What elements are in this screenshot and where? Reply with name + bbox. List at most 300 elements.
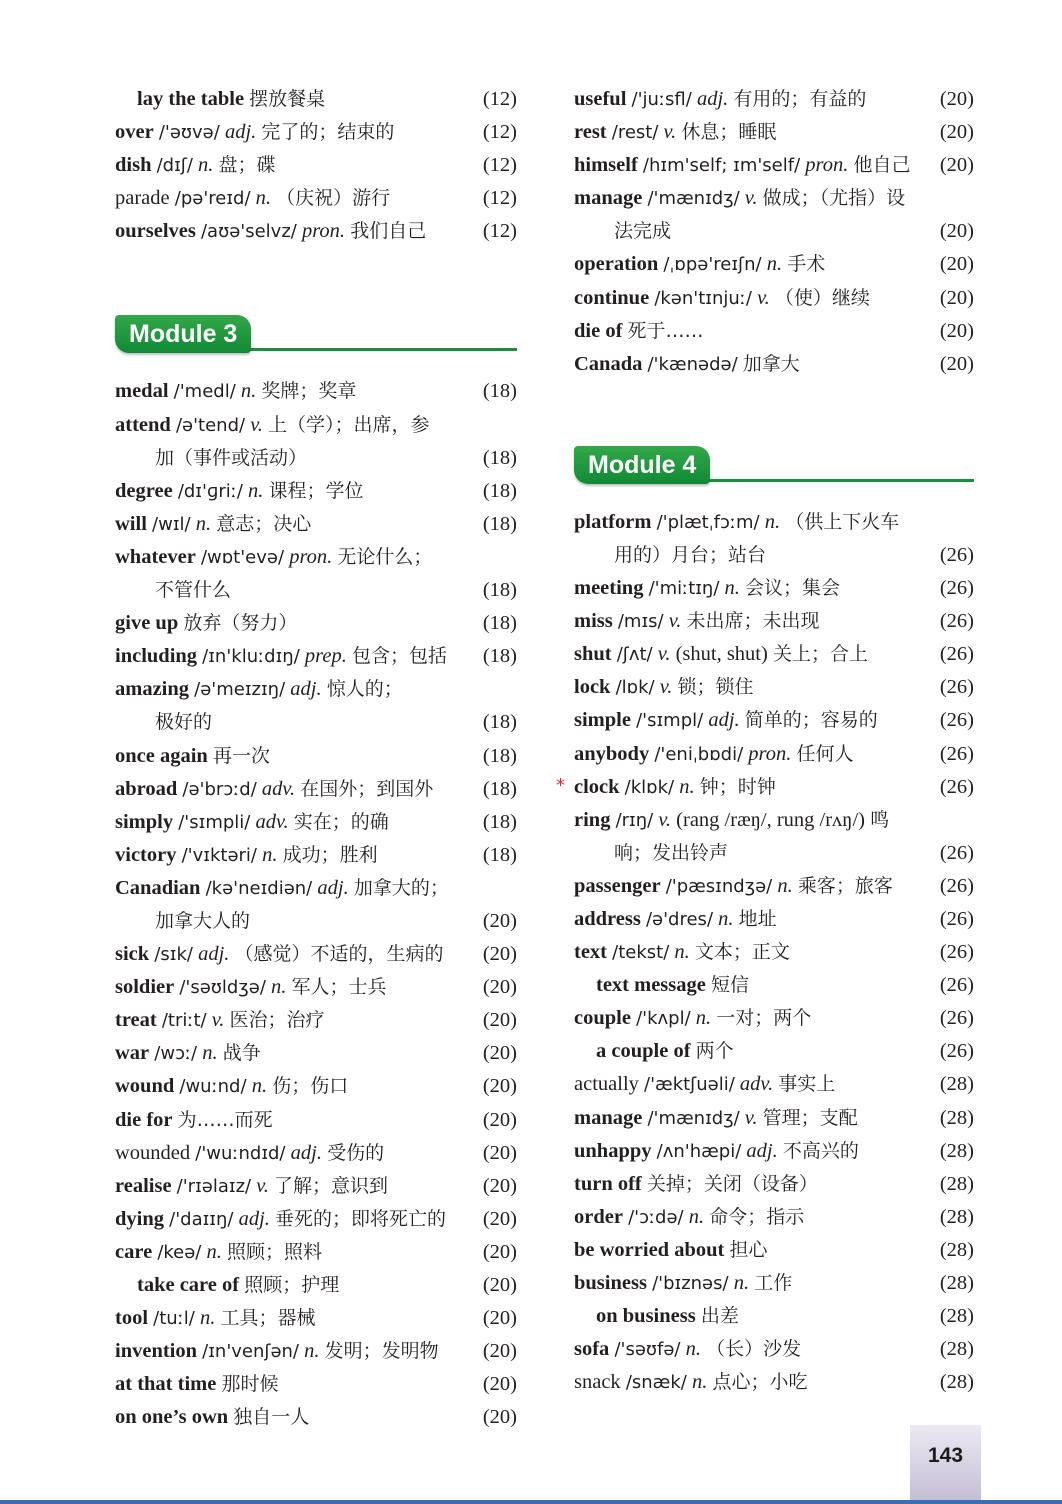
vocab-entry [115, 375, 517, 408]
entry-word: continue [574, 286, 650, 309]
vocab-entry [115, 938, 517, 971]
vocab-entry [115, 640, 517, 673]
entry-meaning: 再一次 [212, 744, 270, 767]
entry-pronunciation: /'pæsɪndʒə/ [665, 875, 773, 897]
vocab-entry [115, 1104, 517, 1137]
entry-page-ref: (18) [482, 711, 517, 734]
entry-word: Canadian [115, 876, 201, 899]
entry-pronunciation: /rɪŋ/ [615, 809, 654, 831]
entry-part-of-speech: adj. [198, 943, 230, 966]
entry-page-ref: (12) [482, 187, 517, 210]
entry-word: meeting [574, 577, 644, 600]
entry-pronunciation: /'juːsfl/ [631, 89, 692, 110]
entry-pronunciation: /'ɔːdə/ [628, 1206, 684, 1228]
entry-page-ref: (20) [482, 909, 517, 932]
entry-pronunciation: /'medl/ [173, 381, 236, 403]
vocab-entry [115, 607, 517, 640]
entry-meaning: 一对；两个 [716, 1007, 812, 1030]
vocab-entry [115, 1335, 517, 1368]
entry-page-ref: (20) [482, 1075, 517, 1098]
vocab-entry [574, 1102, 974, 1135]
entry-page-ref: (28) [939, 1073, 974, 1096]
entry-meaning: 死于…… [627, 319, 704, 342]
entry-pronunciation: /'sɪmpl/ [636, 710, 704, 732]
entry-word: degree [115, 479, 173, 502]
entry-meaning: 管理；支配 [762, 1106, 858, 1129]
entry-word: take care of [137, 1274, 240, 1296]
entry-meaning: 工具；器械 [220, 1307, 316, 1330]
entry-pronunciation: /'æktʃuəli/ [644, 1074, 735, 1096]
entry-meaning: 伤；伤口 [272, 1075, 349, 1098]
entry-meaning: 加（事件或活动） [155, 446, 308, 469]
entry-part-of-speech: n. [202, 1042, 218, 1065]
entry-pronunciation: /tekst/ [612, 942, 670, 964]
entry-pronunciation: /snæk/ [625, 1372, 687, 1394]
entry-meaning: 了解；意识到 [274, 1174, 389, 1197]
entry-part-of-speech: v. [658, 808, 672, 831]
entry-pronunciation: /aʊə'selvz/ [200, 221, 297, 243]
entry-meaning: 加拿大 [742, 352, 800, 375]
vocab-entry [115, 1070, 517, 1103]
entry-meaning: 简单的；容易的 [744, 709, 878, 732]
entry-word: snack [574, 1371, 621, 1394]
vocab-entry-continuation [115, 442, 517, 475]
entry-word: manage [574, 187, 643, 210]
entry-page-ref: (12) [482, 220, 517, 243]
entry-meaning: 照顾；护理 [244, 1274, 340, 1296]
entry-pronunciation: /ˌɒpə'reɪʃn/ [663, 254, 762, 276]
module-4-header [574, 446, 974, 494]
entry-word: manage [574, 1106, 643, 1129]
entry-forms: (rang /ræŋ/, rung /rʌŋ/) [676, 808, 865, 831]
entry-meaning: 独自一人 [233, 1406, 310, 1429]
entry-pronunciation: /'wuːndɪd/ [195, 1142, 286, 1164]
entry-part-of-speech: n. [695, 1007, 712, 1030]
entry-word: die for [115, 1108, 173, 1131]
vocab-entry [574, 1366, 974, 1399]
vocab-entry [115, 740, 517, 773]
entry-meaning: 乘客；旅客 [797, 874, 893, 897]
entry-meaning: 他自己 [853, 154, 911, 177]
entry-word: die of [574, 319, 623, 342]
entry-pronunciation: /'daɪɪŋ/ [169, 1208, 234, 1230]
entry-page-ref: (20) [939, 220, 974, 243]
entry-part-of-speech: adv. [261, 777, 296, 800]
entry-part-of-speech: n. [764, 510, 781, 533]
entry-word: war [115, 1042, 150, 1065]
entry-word: over [115, 121, 154, 144]
entry-meaning: 响；发出铃声 [614, 841, 729, 864]
entry-meaning: （感觉）不适的，生病的 [234, 943, 444, 966]
entry-meaning: 意志；决心 [216, 512, 312, 535]
entry-meaning: 出差 [700, 1305, 739, 1328]
entry-pronunciation: /'bɪznəs/ [652, 1273, 729, 1294]
entry-part-of-speech: adj. [746, 1139, 778, 1162]
vocab-entry [574, 738, 974, 771]
entry-part-of-speech: pron. [805, 154, 849, 177]
entry-part-of-speech: n. [271, 976, 287, 999]
vocab-entry [115, 839, 517, 872]
entry-meaning: 鸣 [870, 808, 890, 831]
entry-word: give up [115, 612, 179, 635]
entry-meaning: （供上下火车 [785, 510, 900, 533]
entry-page-ref: (20) [939, 286, 974, 309]
entry-page-ref: (20) [939, 121, 974, 144]
entry-pronunciation: /ʌn'hæpi/ [656, 1140, 742, 1162]
entry-meaning: 做成；（尤指）设 [762, 187, 906, 210]
vocab-entry [115, 116, 517, 149]
entry-meaning: 有用的；有益的 [733, 88, 867, 110]
entry-part-of-speech: n. [766, 253, 783, 276]
entry-word: dish [115, 154, 152, 177]
entry-page-ref: (18) [482, 446, 517, 469]
entry-part-of-speech: v. [663, 121, 677, 144]
entry-word: platform [574, 510, 652, 533]
entry-part-of-speech: adj. [224, 121, 257, 144]
entry-part-of-speech: v. [250, 413, 263, 436]
entry-page-ref: (26) [939, 775, 974, 798]
vocab-entry [574, 1135, 974, 1168]
entry-pronunciation: /ə'dres/ [645, 908, 714, 930]
vocab-entry [574, 638, 974, 671]
vocab-entry [574, 1201, 974, 1234]
entry-part-of-speech: pron. [748, 742, 792, 765]
entry-part-of-speech: v. [211, 1009, 225, 1032]
vocab-entry [115, 673, 517, 706]
entry-pronunciation: /'mænɪdʒ/ [647, 1107, 740, 1129]
entry-page-ref: (28) [939, 1172, 974, 1195]
entry-meaning: 受伤的 [327, 1141, 385, 1164]
entry-meaning: 未出席；未出现 [686, 610, 820, 633]
entry-part-of-speech: v. [657, 643, 671, 666]
entry-meaning: 地址 [738, 907, 777, 930]
vocab-entry [574, 1068, 974, 1101]
vocab-entry [574, 506, 974, 539]
entry-pronunciation: /hɪm'self; ɪm'self/ [642, 155, 801, 177]
entry-page-ref: (28) [939, 1272, 974, 1294]
entry-word: at that time [115, 1373, 217, 1396]
entry-page-ref: (26) [939, 577, 974, 600]
entry-part-of-speech: v. [744, 1106, 758, 1129]
vocab-entry [574, 282, 974, 315]
entry-meaning: 垂死的；即将死亡的 [275, 1207, 447, 1230]
entry-meaning: 无论什么； [337, 545, 433, 568]
entry-part-of-speech: adj. [290, 678, 322, 701]
entry-page-ref: (20) [482, 1141, 517, 1164]
entry-word: business [574, 1272, 647, 1294]
entry-pronunciation: /triːt/ [161, 1010, 207, 1032]
entry-meaning: 锁；锁住 [677, 676, 754, 699]
page-number: 143 [927, 1444, 964, 1467]
entry-part-of-speech: n. [718, 907, 734, 930]
entry-meaning: 那时候 [221, 1373, 279, 1396]
entry-word: ring [574, 808, 611, 831]
entry-pronunciation: /'əʊvə/ [158, 122, 220, 144]
entry-word: medal [115, 380, 169, 403]
vocab-entry [574, 870, 974, 903]
entry-pronunciation: /ə'meɪzɪŋ/ [194, 679, 286, 701]
vocab-entry [115, 182, 517, 215]
entry-page-ref: (26) [939, 974, 974, 997]
entry-part-of-speech: prep. [304, 645, 347, 668]
entry-meaning: 事实上 [778, 1073, 836, 1096]
vocab-entry [115, 1037, 517, 1070]
vocab-entry [574, 903, 974, 936]
entry-word: attend [115, 413, 171, 436]
entry-part-of-speech: n. [679, 775, 695, 798]
vocab-entry [574, 348, 974, 381]
vocab-entry [574, 315, 974, 348]
entry-pronunciation: /'plætˌfɔːm/ [656, 511, 760, 533]
entry-pronunciation: /'vɪktəri/ [181, 844, 257, 866]
entry-meaning: 钟；时钟 [699, 775, 776, 798]
vocab-entry [574, 83, 974, 116]
vocab-entry [115, 409, 517, 442]
vocab-entry-continuation [115, 706, 517, 739]
entry-word: abroad [115, 777, 178, 800]
entry-meaning: 发明；发明物 [324, 1340, 439, 1363]
entry-word: operation [574, 253, 659, 276]
entry-page-ref: (28) [939, 1238, 974, 1261]
entry-meaning: 不高兴的 [782, 1139, 859, 1162]
entry-part-of-speech: n. [777, 874, 793, 897]
entry-word: address [574, 907, 641, 930]
entry-part-of-speech: n. [199, 1307, 216, 1330]
entry-word: be worried about [574, 1238, 725, 1261]
entry-page-ref: (20) [482, 1207, 517, 1230]
vocab-entry [115, 1368, 517, 1401]
module-3-header [115, 315, 517, 363]
vocab-entry [574, 1267, 974, 1300]
entry-word: on one’s own [115, 1406, 229, 1429]
entry-part-of-speech: n. [248, 479, 264, 502]
entry-part-of-speech: adj. [317, 876, 349, 899]
vocab-entry [115, 806, 517, 839]
entry-part-of-speech: n. [724, 577, 740, 600]
vocab-entry [574, 182, 974, 215]
entry-part-of-speech: n. [733, 1272, 750, 1294]
entry-word: passenger [574, 874, 661, 897]
entry-meaning: 担心 [729, 1238, 768, 1261]
entry-meaning: 极好的 [155, 711, 213, 734]
vocab-entry [574, 1234, 974, 1267]
entry-page-ref: (18) [482, 777, 517, 800]
entry-page-ref: (20) [482, 1274, 517, 1296]
entry-meaning: 任何人 [796, 742, 854, 765]
vocab-entry [115, 541, 517, 574]
entry-word: invention [115, 1340, 198, 1363]
entry-page-ref: (12) [482, 121, 517, 144]
entry-pronunciation: /'miːtɪŋ/ [648, 578, 720, 600]
entry-pronunciation: /wɪl/ [152, 513, 191, 535]
vocab-entry [574, 149, 974, 182]
entry-page-ref: (20) [939, 253, 974, 276]
entry-word: actually [574, 1073, 639, 1096]
entry-pronunciation: /ɪn'kluːdɪŋ/ [202, 646, 300, 668]
right-top-entries [574, 83, 974, 381]
vocab-entry-continuation [115, 905, 517, 938]
entry-page-ref: (26) [939, 1040, 974, 1063]
entry-word: soldier [115, 976, 175, 999]
entry-page-ref: (18) [482, 810, 517, 833]
entry-meaning: 会议；集会 [745, 577, 841, 600]
vocab-entry [574, 1035, 974, 1068]
entry-part-of-speech: n. [691, 1371, 708, 1394]
entry-part-of-speech: adj. [290, 1141, 322, 1164]
entry-meaning: 课程；学位 [268, 479, 364, 502]
entry-meaning: 上（学）；出席，参 [268, 413, 430, 436]
entry-pronunciation: /mɪs/ [617, 611, 664, 633]
entry-meaning: 两个 [695, 1040, 734, 1063]
module-4-entries [556, 506, 974, 1400]
entry-page-ref: (26) [939, 709, 974, 732]
entry-meaning: 盘；碟 [218, 154, 276, 177]
entry-word: shut [574, 643, 612, 666]
vocab-entry [115, 1203, 517, 1236]
bottom-rule [0, 1500, 1062, 1504]
entry-pronunciation: /ʃʌt/ [616, 644, 653, 666]
entry-pronunciation: /'səʊldʒə/ [179, 977, 266, 999]
entry-word: turn off [574, 1172, 642, 1195]
entry-part-of-speech: adj. [238, 1207, 270, 1230]
entry-page-ref: (20) [482, 976, 517, 999]
entry-page-ref: (26) [939, 742, 974, 765]
entry-part-of-speech: pron. [289, 545, 333, 568]
entry-word: once again [115, 744, 208, 767]
entry-pronunciation: /'kænədə/ [647, 353, 738, 375]
module-3-badge: Module 3 [115, 315, 251, 353]
left-column [115, 83, 517, 1434]
vocab-entry [574, 936, 974, 969]
entry-pronunciation: /kə'neɪdiən/ [205, 877, 313, 899]
entry-pronunciation: /tuːl/ [153, 1308, 195, 1330]
vocab-entry [115, 1004, 517, 1037]
entry-pronunciation: /sɪk/ [154, 944, 193, 966]
entry-word: including [115, 645, 198, 668]
vocab-entry-continuation [115, 574, 517, 607]
entry-part-of-speech: v. [757, 286, 770, 309]
entry-part-of-speech: n. [685, 1338, 701, 1361]
entry-word: realise [115, 1174, 172, 1197]
entry-meaning: 工作 [754, 1272, 793, 1294]
entry-meaning: 奖牌；奖章 [261, 380, 357, 403]
entry-meaning: 完了的；结束的 [261, 121, 395, 144]
vocab-entry [574, 969, 974, 1002]
entry-word: text message [596, 974, 706, 997]
entry-page-ref: (12) [482, 154, 517, 177]
vocab-entry [556, 771, 974, 804]
entry-word: lock [574, 676, 611, 699]
entry-meaning: 惊人的； [326, 678, 403, 701]
entry-part-of-speech: v. [256, 1174, 269, 1197]
entry-part-of-speech: n. [240, 380, 257, 403]
vocab-entry [574, 248, 974, 281]
entry-word: useful [574, 88, 627, 110]
entry-meaning: 短信 [710, 974, 749, 997]
entry-page-ref: (20) [482, 1307, 517, 1330]
vocab-entry [115, 83, 517, 116]
entry-page-ref: (28) [939, 1338, 974, 1361]
vocab-entry [574, 1300, 974, 1333]
entry-forms: (shut, shut) [675, 643, 768, 666]
vocab-entry [115, 773, 517, 806]
entry-page-ref: (26) [939, 874, 974, 897]
vocab-entry [115, 508, 517, 541]
entry-word: treat [115, 1009, 157, 1032]
entry-meaning: 我们自己 [350, 220, 427, 243]
entry-meaning: 法完成 [614, 220, 672, 243]
vocab-entry [115, 475, 517, 508]
entry-page-ref: (26) [939, 610, 974, 633]
entry-meaning: 关掉；关闭（设备） [646, 1172, 818, 1195]
entry-pronunciation: /ə'tend/ [175, 414, 246, 436]
entry-word: anybody [574, 742, 650, 765]
entry-pronunciation: /'sɪmpli/ [178, 811, 251, 833]
entry-page-ref: (20) [482, 1240, 517, 1263]
entry-page-ref: (18) [482, 843, 517, 866]
entry-part-of-speech: v. [668, 610, 682, 633]
vocab-entry [115, 1137, 517, 1170]
entry-meaning: （庆祝）游行 [276, 187, 391, 210]
entry-meaning: 为……而死 [177, 1108, 273, 1131]
entry-page-ref: (20) [482, 1174, 517, 1197]
entry-meaning: 军人；士兵 [291, 976, 387, 999]
entry-meaning: 不管什么 [155, 579, 232, 602]
entry-page-ref: (18) [482, 380, 517, 403]
left-top-entries [115, 83, 517, 248]
entry-part-of-speech: n. [251, 1075, 268, 1098]
entry-pronunciation: /'eniˌbɒdi/ [654, 743, 744, 765]
entry-meaning: 加拿大人的 [155, 909, 251, 932]
vocab-entry [574, 1333, 974, 1366]
entry-meaning: 用的）月台；站台 [614, 543, 767, 566]
entry-word: dying [115, 1207, 164, 1230]
entry-pronunciation: /wɔː/ [154, 1043, 198, 1065]
vocab-entry [574, 804, 974, 837]
entry-part-of-speech: v. [659, 676, 673, 699]
entry-page-ref: (20) [939, 319, 974, 342]
entry-page-ref: (20) [939, 88, 974, 110]
entry-page-ref: (26) [939, 907, 974, 930]
vocab-entry [574, 572, 974, 605]
vocab-entry-continuation [574, 215, 974, 248]
entry-page-ref: (18) [482, 512, 517, 535]
entry-pronunciation: /'rɪəlaɪz/ [176, 1175, 252, 1197]
entry-meaning: 包含；包括 [351, 645, 447, 668]
entry-part-of-speech: n. [688, 1205, 705, 1228]
entry-word: lay the table [137, 88, 245, 110]
entry-page-ref: (20) [939, 352, 974, 375]
vocab-entry [115, 1236, 517, 1269]
entry-page-ref: (20) [939, 154, 974, 177]
entry-meaning: 放弃（努力） [183, 612, 298, 635]
entry-page-ref: (28) [939, 1205, 974, 1228]
entry-page-ref: (20) [482, 1009, 517, 1032]
entry-page-ref: (12) [482, 88, 517, 110]
entry-word: sick [115, 943, 150, 966]
entry-meaning: 实在；的确 [293, 810, 389, 833]
entry-word: couple [574, 1007, 631, 1030]
entry-meaning: 手术 [787, 253, 826, 276]
entry-word: amazing [115, 678, 190, 701]
entry-pronunciation: /klɒk/ [624, 776, 675, 798]
entry-word: wound [115, 1075, 175, 1098]
entry-part-of-speech: n. [255, 187, 272, 210]
entry-page-ref: (28) [939, 1139, 974, 1162]
entry-meaning: 在国外；到国外 [300, 777, 434, 800]
entry-part-of-speech: n. [195, 512, 212, 535]
vocab-entry-continuation [574, 837, 974, 870]
